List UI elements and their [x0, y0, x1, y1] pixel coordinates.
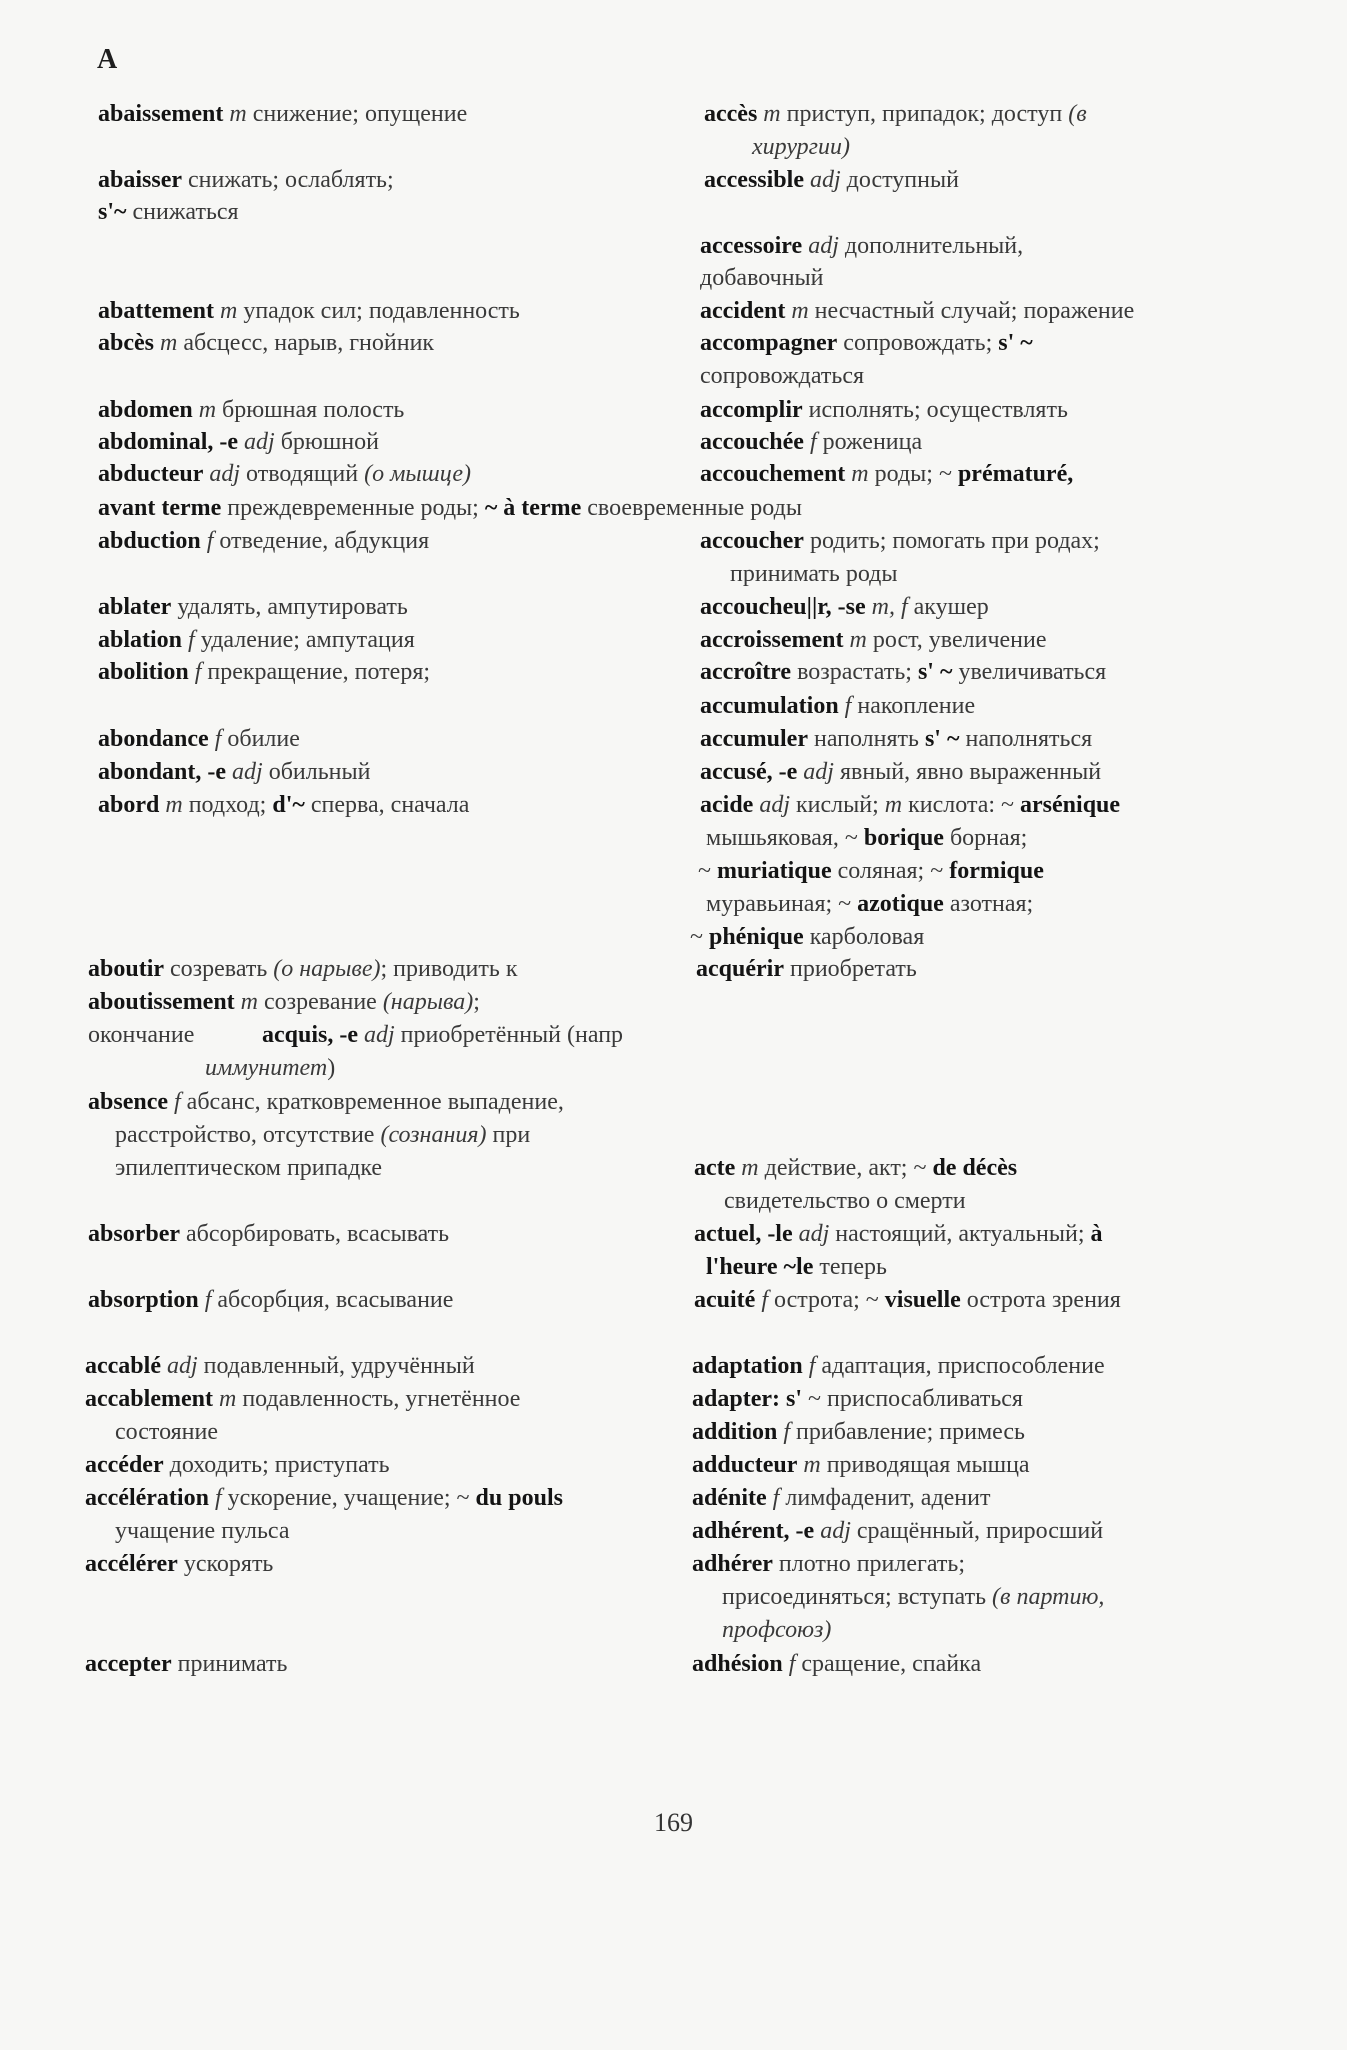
entry-line [88, 1086, 564, 1118]
definition-text: накопление [851, 693, 976, 719]
definition-text: сопровождаться [700, 363, 865, 389]
definition-text: исполнять; осуществлять [802, 397, 1068, 423]
definition-text: доступный [840, 167, 959, 193]
definition-text: состояние [115, 1419, 218, 1445]
definition-text: при [486, 1122, 531, 1148]
entry-line [698, 855, 1044, 887]
definition-text: сопровождать; [837, 330, 999, 356]
definition-text: ~ приспосабливаться [802, 1386, 1023, 1412]
entry-line [700, 525, 1100, 557]
grammar-note: (в партию, [992, 1584, 1105, 1610]
definition-text: подход; [182, 792, 273, 818]
headword: accroître [700, 659, 792, 685]
definition-text: доходить; приступать [163, 1452, 390, 1478]
grammar-note: m [851, 461, 869, 487]
definition-text: азотная; [943, 891, 1034, 917]
definition-text: своевременные роды [581, 495, 802, 521]
definition-text: мышьяковая, ~ [706, 825, 864, 851]
grammar-note: (о мышце) [364, 461, 472, 487]
entry-line [700, 426, 922, 458]
entry-line [85, 1350, 475, 1382]
headword: acide [700, 792, 754, 818]
headword: adapter: [692, 1386, 780, 1412]
entry-line [115, 1119, 530, 1151]
headword: actuel, -le [694, 1221, 793, 1247]
entry-line [88, 1218, 449, 1250]
definition-text: ускорение, учащение; ~ [221, 1485, 476, 1511]
entry-line [692, 1482, 990, 1514]
grammar-note: m [763, 101, 781, 127]
grammar-note: f [214, 726, 222, 752]
entry-line [98, 789, 469, 821]
headword: accompagner [700, 330, 838, 356]
definition-text: дополнительный, [838, 233, 1024, 259]
headword: addition [692, 1419, 778, 1445]
headword: du pouls [475, 1485, 563, 1511]
headword: accumuler [700, 726, 808, 752]
headword: abaisser [98, 167, 182, 193]
entry-line [98, 164, 394, 196]
grammar-note: adj [820, 1518, 851, 1544]
definition-text: роженица [816, 429, 923, 455]
entry-line [700, 458, 1073, 490]
entry-line [690, 921, 924, 953]
entry-line [700, 230, 1023, 262]
definition-text: приступ, припадок; доступ [780, 101, 1069, 127]
headword: accélération [85, 1485, 209, 1511]
section-letter: A [97, 44, 118, 75]
definition-text: несчастный случай; поражение [808, 298, 1135, 324]
definition-text: наполнять [807, 726, 925, 752]
definition-text: прибавление; примесь [790, 1419, 1025, 1445]
headword: abduction [98, 528, 201, 554]
definition-text: упадок сил; подавленность [237, 298, 520, 324]
definition-text: обилие [221, 726, 300, 752]
headword: abattement [98, 298, 214, 324]
definition-text: ) [327, 1055, 336, 1081]
definition-text: муравьиная; ~ [706, 891, 858, 917]
entry-line [696, 953, 917, 985]
headword: azotique [857, 891, 944, 917]
definition-text: подавленный, удручённый [197, 1353, 475, 1379]
definition-text: увеличиваться [952, 659, 1107, 685]
definition-text: соляная; ~ [831, 858, 950, 884]
entry-line [694, 1284, 1121, 1316]
definition-text: принимать [171, 1651, 288, 1677]
grammar-note: f [214, 1485, 222, 1511]
definition-text: приводящая мышца [820, 1452, 1030, 1478]
page-number: 169 [654, 1808, 693, 1837]
grammar-note: (в [1068, 101, 1087, 127]
headword: d'~ [272, 792, 305, 818]
definition-text: абсорбировать, всасывать [180, 1221, 450, 1247]
definition-text: брюшной [274, 429, 379, 455]
entry-line [98, 656, 430, 688]
entry-line [692, 1548, 965, 1580]
grammar-note: m [803, 1452, 821, 1478]
grammar-note: m [198, 397, 217, 423]
entry-line [704, 164, 959, 196]
grammar-note: f [188, 627, 195, 653]
definition-text: свидетельство о смерти [724, 1188, 966, 1214]
headword: accéder [85, 1452, 164, 1478]
entry-line [88, 1284, 453, 1316]
definition-text: удаление; ампутация [194, 627, 415, 653]
grammar-note: f [808, 1353, 816, 1379]
grammar-note: f [206, 528, 214, 554]
entry-line [85, 1548, 273, 1580]
headword: accessible [704, 167, 804, 193]
grammar-note: иммунитет [205, 1055, 328, 1081]
entry-line [98, 723, 300, 755]
entry-line [700, 262, 824, 294]
definition-text: ~ [698, 858, 717, 884]
definition-text: кислота: ~ [902, 792, 1021, 818]
headword: ablater [98, 594, 172, 620]
entry-line [692, 1416, 1025, 1448]
headword: accroissement [700, 627, 844, 653]
entry-line [88, 1019, 194, 1051]
headword: ~ à terme [484, 495, 582, 521]
headword: abondance [98, 726, 209, 752]
definition-text: удалять, ампутировать [171, 594, 408, 620]
headword: accablement [85, 1386, 213, 1412]
entry-line [706, 888, 1033, 920]
entry-line [694, 1152, 1017, 1184]
definition-text: созревать [164, 956, 274, 982]
entry-line [98, 394, 404, 426]
definition-text: созревание [258, 989, 383, 1015]
entry-line [262, 1019, 623, 1051]
definition-text: абсанс, кратковременное выпадение, [180, 1089, 564, 1115]
grammar-note: m [160, 330, 178, 356]
grammar-note: m [884, 792, 903, 818]
headword: absorber [88, 1221, 180, 1247]
headword: abaissement [98, 101, 224, 127]
entry-line [752, 131, 850, 163]
definition-text: обильный [262, 759, 371, 785]
headword: accoucheu||r, -se [700, 594, 866, 620]
headword: accumulation [700, 693, 839, 719]
grammar-note: adj [232, 759, 263, 785]
grammar-note: (о нарыве) [273, 956, 381, 982]
definition-text: явный, явно выраженный [833, 759, 1102, 785]
definition-text: подавленность, угнетённое [236, 1386, 521, 1412]
definition-text: абсцесс, нарыв, гнойник [177, 330, 435, 356]
entry-line [706, 1251, 887, 1283]
grammar-note: профсоюз) [722, 1617, 832, 1643]
definition-text: плотно прилегать; [772, 1551, 966, 1577]
entry-line [692, 1383, 1023, 1415]
entry-line [692, 1350, 1105, 1382]
definition-text: принимать роды [730, 561, 898, 587]
definition-text: сращение, спайка [795, 1651, 982, 1677]
entry-line [88, 986, 480, 1018]
grammar-note: f [844, 693, 852, 719]
grammar-note: f [788, 1651, 796, 1677]
grammar-note: (нарыва) [382, 989, 474, 1015]
entry-line [98, 591, 408, 623]
headword: acquérir [696, 956, 784, 982]
grammar-note: m [791, 298, 809, 324]
grammar-note: m [240, 989, 259, 1015]
headword: muriatique [716, 858, 832, 884]
grammar-note: adj [809, 167, 841, 193]
entry-line [115, 1515, 290, 1547]
headword: abord [98, 792, 160, 818]
headword: borique [863, 825, 944, 851]
entry-line [730, 558, 898, 590]
definition-text: прекращение, потеря; [201, 659, 431, 685]
definition-text: снижаться [126, 199, 239, 225]
definition-text: адаптация, приспособление [815, 1353, 1105, 1379]
entry-line [98, 196, 239, 228]
definition-text: сперва, сначала [304, 792, 470, 818]
headword: l'heure ~le [706, 1254, 814, 1280]
headword: prématuré, [957, 461, 1074, 487]
grammar-note: m [741, 1155, 759, 1181]
entry-line [98, 327, 434, 359]
definition-text: острота; ~ [767, 1287, 885, 1313]
definition-text: расстройство, отсутствие [115, 1122, 381, 1148]
headword: s' ~ [998, 330, 1033, 356]
definition-text: приобретённый (напр [394, 1022, 624, 1048]
headword: aboutissement [88, 989, 235, 1015]
definition-text: преждевременные роды; [221, 495, 485, 521]
entry-line [85, 1383, 520, 1415]
grammar-note: f [809, 429, 817, 455]
definition-text: присоединяться; вступать [722, 1584, 993, 1610]
definition-text: эпилептическом припадке [115, 1155, 383, 1181]
headword: de décès [932, 1155, 1018, 1181]
entry-line [205, 1052, 335, 1084]
definition-text: акушер [907, 594, 989, 620]
definition-text: настоящий, актуальный; [829, 1221, 1091, 1247]
grammar-note: f [772, 1485, 780, 1511]
grammar-note: f [783, 1419, 791, 1445]
entry-line [700, 360, 864, 392]
entry-line [85, 1449, 390, 1481]
definition-text: рост, увеличение [866, 627, 1047, 653]
headword: aboutir [88, 956, 165, 982]
headword: accélérer [85, 1551, 178, 1577]
entry-line [700, 394, 1068, 426]
entry-line [700, 789, 1120, 821]
headword: accoucher [700, 528, 804, 554]
definition-text: действие, акт; ~ [758, 1155, 933, 1181]
grammar-note: f [204, 1287, 212, 1313]
entry-line [694, 1218, 1102, 1250]
entry-line [98, 458, 471, 490]
headword: abondant, -e [98, 759, 227, 785]
definition-text: теперь [813, 1254, 887, 1280]
headword: accessoire [700, 233, 803, 259]
headword: visuelle [884, 1287, 961, 1313]
definition-text: снижение; опущение [246, 101, 468, 127]
entry-line [98, 98, 467, 130]
headword: abcès [98, 330, 154, 356]
definition-text: отводящий [240, 461, 365, 487]
entry-line [692, 1515, 1103, 1547]
definition-text: ~ [690, 924, 709, 950]
entry-line [700, 295, 1134, 327]
entry-line [692, 1648, 981, 1680]
grammar-note: adj [808, 233, 839, 259]
headword: s'~ [98, 199, 127, 225]
grammar-note: adj [364, 1022, 395, 1048]
headword: avant terme [98, 495, 222, 521]
definition-text: острота зрения [960, 1287, 1121, 1313]
entry-line [98, 426, 379, 458]
definition-text: наполняться [959, 726, 1093, 752]
grammar-note: m [229, 101, 247, 127]
headword: absorption [88, 1287, 199, 1313]
headword: à [1090, 1221, 1103, 1247]
headword: adducteur [692, 1452, 798, 1478]
entry-line [98, 756, 371, 788]
definition-text: брюшная полость [216, 397, 405, 423]
headword: ablation [98, 627, 183, 653]
headword: acte [694, 1155, 736, 1181]
grammar-note: m [219, 298, 238, 324]
grammar-note: f [194, 659, 202, 685]
entry-line [722, 1614, 831, 1646]
definition-text: ; приводить к [380, 956, 518, 982]
headword: adaptation [692, 1353, 803, 1379]
headword: abolition [98, 659, 189, 685]
definition-text: приобретать [783, 956, 917, 982]
grammar-note: m [218, 1386, 237, 1412]
headword: absence [88, 1089, 168, 1115]
definition-text: возрастать; [791, 659, 918, 685]
entry-line [700, 690, 975, 722]
headword: formique [949, 858, 1044, 884]
grammar-note: m [849, 627, 867, 653]
definition-text: добавочный [700, 265, 824, 291]
definition-text: снижать; ослаблять; [182, 167, 394, 193]
definition-text: учащение пульса [115, 1518, 290, 1544]
grammar-note: adj [209, 461, 241, 487]
definition-text: карболовая [803, 924, 925, 950]
grammar-note: f [761, 1287, 768, 1313]
headword: abdomen [98, 397, 193, 423]
entry-line [98, 492, 802, 524]
headword: abdominal, -e [98, 429, 239, 455]
headword: accomplir [700, 397, 803, 423]
entry-line [692, 1449, 1030, 1481]
headword: s' [785, 1386, 802, 1412]
definition-text: отведение, абдукция [213, 528, 430, 554]
definition-text: родить; помогать при родах; [803, 528, 1100, 554]
entry-line [700, 624, 1047, 656]
entry-line [98, 525, 429, 557]
grammar-note: adj [244, 429, 275, 455]
definition-text: ускорять [177, 1551, 274, 1577]
headword: accusé, -e [700, 759, 798, 785]
entry-line [700, 656, 1106, 688]
headword: phénique [708, 924, 804, 950]
definition-text: борная; [943, 825, 1028, 851]
grammar-note: f [174, 1089, 181, 1115]
headword: accouchement [700, 461, 846, 487]
entry-line [85, 1648, 287, 1680]
grammar-note: adj [798, 1221, 830, 1247]
entry-line [98, 295, 520, 327]
entry-line [700, 591, 989, 623]
headword: s' ~ [917, 659, 953, 685]
headword: adhérer [692, 1551, 773, 1577]
headword: abducteur [98, 461, 204, 487]
headword: accablé [85, 1353, 161, 1379]
definition-text: ; [473, 989, 480, 1015]
entry-line [115, 1416, 218, 1448]
headword: accepter [85, 1651, 172, 1677]
entry-line [98, 624, 415, 656]
headword: accès [704, 101, 758, 127]
entry-line [88, 953, 517, 985]
entry-line [722, 1581, 1104, 1613]
definition-text: кислый; [790, 792, 885, 818]
grammar-note: adj [759, 792, 790, 818]
grammar-note: adj [803, 759, 834, 785]
headword: arsénique [1020, 792, 1121, 818]
grammar-note: m, f [871, 594, 908, 620]
entry-line [700, 327, 1033, 359]
entry-line [704, 98, 1087, 130]
definition-text: абсорбция, всасывание [211, 1287, 454, 1313]
definition-text: сращённый, приросший [850, 1518, 1104, 1544]
entry-line [85, 1482, 563, 1514]
headword: adénite [692, 1485, 767, 1511]
definition-text: роды; ~ [868, 461, 958, 487]
definition-text: окончание [88, 1022, 195, 1048]
grammar-note: (сознания) [380, 1122, 487, 1148]
grammar-note: m [165, 792, 183, 818]
headword: acquis, -e [262, 1022, 358, 1048]
entry-line [115, 1152, 382, 1184]
entry-line [724, 1185, 966, 1217]
headword: accident [700, 298, 786, 324]
entry-line [706, 822, 1027, 854]
entry-line [700, 756, 1101, 788]
headword: adhésion [692, 1651, 783, 1677]
grammar-note: adj [166, 1353, 198, 1379]
headword: s' ~ [924, 726, 960, 752]
definition-text: лимфаденит, аденит [779, 1485, 991, 1511]
headword: adhérent, -e [692, 1518, 815, 1544]
headword: accouchée [700, 429, 804, 455]
headword: acuité [694, 1287, 756, 1313]
entry-line [700, 723, 1092, 755]
grammar-note: хирургии) [752, 134, 851, 160]
